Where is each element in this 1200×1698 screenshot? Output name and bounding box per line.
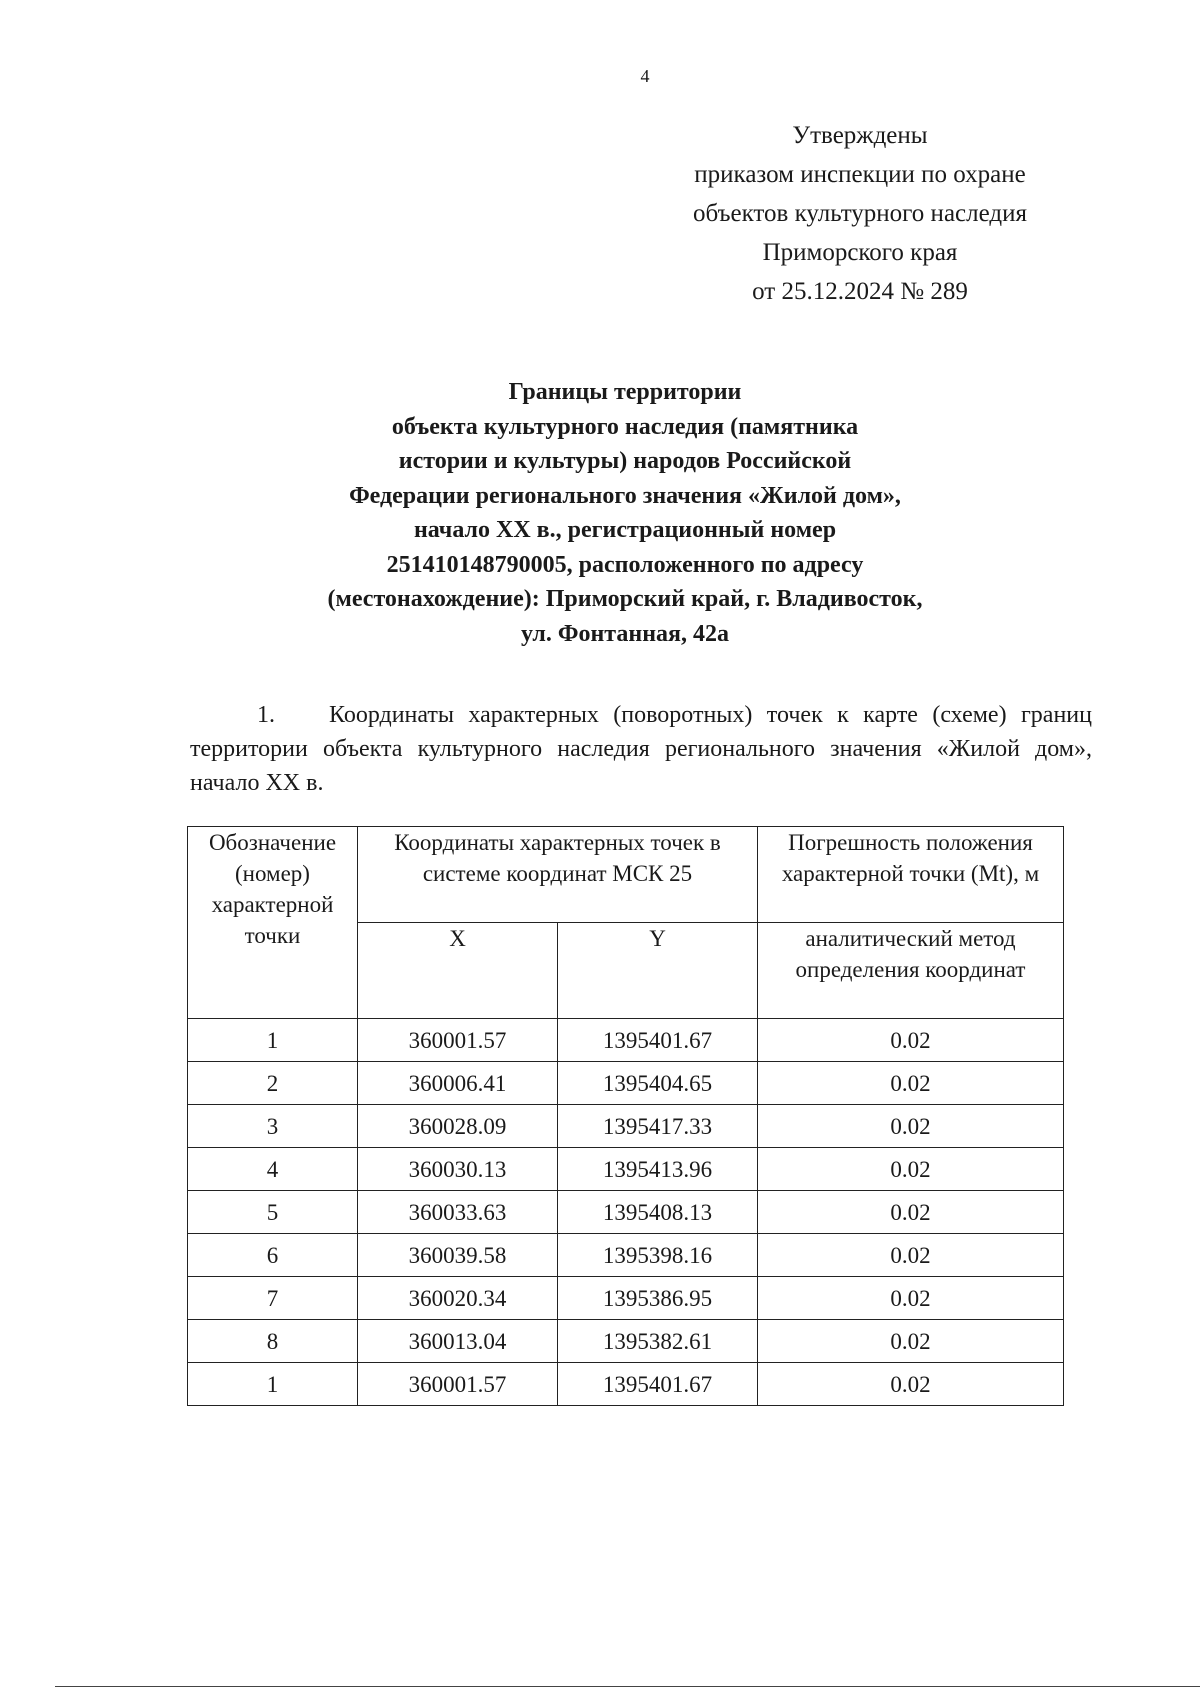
title-line: 251410148790005, расположенного по адресу (386, 551, 864, 578)
title-line: (местонахождение): Приморский край, г. Владивосток, (327, 586, 923, 612)
approval-line: Утверждены (792, 122, 928, 149)
approval-line: объектов культурного наследия (693, 200, 1027, 227)
cell-x: 360033.63 (358, 1191, 558, 1234)
cell-point: 2 (188, 1062, 358, 1105)
document-title (190, 375, 1060, 651)
paragraph-1 (190, 698, 1092, 800)
cell-point: 7 (188, 1277, 358, 1320)
paragraph-number: 1. (257, 702, 275, 728)
table-row (188, 1105, 1064, 1148)
cell-x: 360013.04 (358, 1320, 558, 1363)
header-point-id: Обозначение (номер) характерной точки (188, 827, 358, 1019)
cell-point: 1 (188, 1363, 358, 1406)
cell-y: 1395398.16 (558, 1234, 758, 1277)
cell-x: 360020.34 (358, 1277, 558, 1320)
approval-line: Приморского края (762, 239, 958, 266)
title-line: ул. Фонтанная, 42а (520, 620, 730, 647)
cell-point: 5 (188, 1191, 358, 1234)
cell-point: 3 (188, 1105, 358, 1148)
table-row (188, 1234, 1064, 1277)
cell-x: 360001.57 (358, 1363, 558, 1406)
cell-x: 360006.41 (358, 1062, 558, 1105)
cell-point: 1 (188, 1019, 358, 1062)
header-error: Погрешность положения характерной точки (Mt), м (758, 827, 1064, 923)
header-coordinates: Координаты характерных точек в системе координат МСК 25 (358, 827, 758, 923)
paragraph-text: Координаты характерных (поворотных) точек к карте (схеме) границ территории объекта культурного наследия регионального значения «Жилой дом», начало XX в. (190, 702, 1092, 796)
header-x: X (358, 923, 558, 1019)
cell-mt: 0.02 (758, 1148, 1064, 1191)
table-row (188, 1148, 1064, 1191)
approval-line: приказом инспекции по охране (694, 161, 1026, 188)
approval-line: от 25.12.2024 № 289 (752, 278, 968, 305)
header-error-method: аналитический метод определения координат (758, 923, 1064, 1019)
coordinates-table (187, 826, 1064, 1406)
cell-mt: 0.02 (758, 1277, 1064, 1320)
title-line: объекта культурного наследия (памятника (391, 413, 859, 440)
cell-y: 1395404.65 (558, 1062, 758, 1105)
approval-block (640, 116, 1080, 311)
table-row (188, 1019, 1064, 1062)
title-line: Границы территории (508, 379, 742, 405)
cell-x: 360039.58 (358, 1234, 558, 1277)
cell-y: 1395382.61 (558, 1320, 758, 1363)
cell-y: 1395401.67 (558, 1019, 758, 1062)
cell-point: 8 (188, 1320, 358, 1363)
cell-mt: 0.02 (758, 1062, 1064, 1105)
table-row (188, 1062, 1064, 1105)
cell-mt: 0.02 (758, 1320, 1064, 1363)
cell-y: 1395408.13 (558, 1191, 758, 1234)
cell-x: 360030.13 (358, 1148, 558, 1191)
cell-point: 6 (188, 1234, 358, 1277)
cell-y: 1395417.33 (558, 1105, 758, 1148)
cell-y: 1395413.96 (558, 1148, 758, 1191)
table-row (188, 1320, 1064, 1363)
page-number: 4 (640, 66, 650, 86)
header-y: Y (558, 923, 758, 1019)
title-line: истории и культуры) народов Российской (398, 448, 852, 474)
cell-mt: 0.02 (758, 1363, 1064, 1406)
table-row (188, 1191, 1064, 1234)
cell-x: 360001.57 (358, 1019, 558, 1062)
title-line: Федерации регионального значения «Жилой дом», (349, 482, 901, 509)
cell-mt: 0.02 (758, 1234, 1064, 1277)
cell-x: 360028.09 (358, 1105, 558, 1148)
cell-mt: 0.02 (758, 1019, 1064, 1062)
bottom-divider (55, 1686, 1200, 1687)
cell-point: 4 (188, 1148, 358, 1191)
cell-mt: 0.02 (758, 1105, 1064, 1148)
cell-y: 1395401.67 (558, 1363, 758, 1406)
cell-y: 1395386.95 (558, 1277, 758, 1320)
cell-mt: 0.02 (758, 1191, 1064, 1234)
title-line: начало XX в., регистрационный номер (413, 517, 837, 543)
table-row (188, 1363, 1064, 1406)
table-row (188, 1277, 1064, 1320)
